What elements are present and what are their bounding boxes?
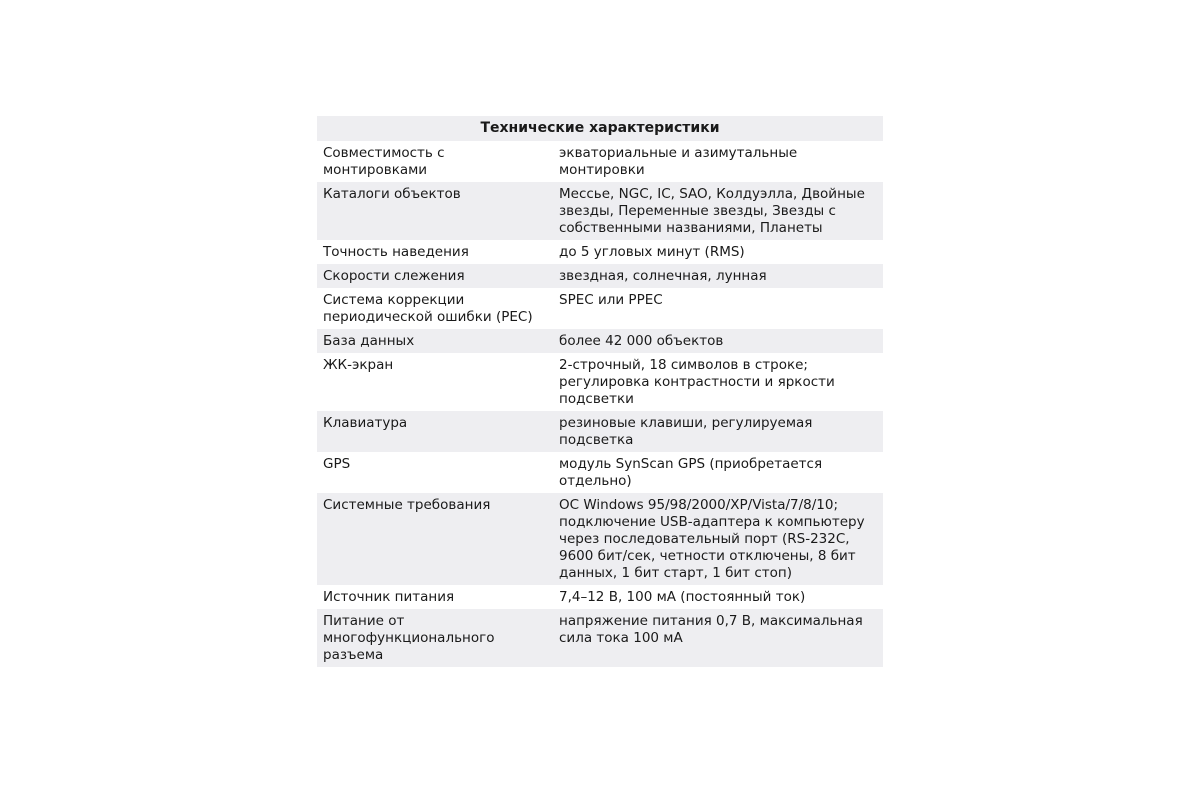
row-value: Мессье, NGC, IC, SAO, Колдуэлла, Двойные звезды, Переменные звезды, Звезды с собственными названиями, Планеты [553, 182, 883, 240]
row-value: ОС Windows 95/98/2000/XP/Vista/7/8/10; подключение USB-адаптера к компьютеру через последовательный порт (RS-232C, 9600 бит/сек, четности отключены, 8 бит данных, 1 бит старт, 1 бит стоп) [553, 493, 883, 585]
table-row [317, 585, 883, 609]
row-value: SPEC или PPEC [553, 288, 883, 329]
table-row [317, 452, 883, 493]
table-header-row [317, 116, 883, 141]
table-row [317, 493, 883, 585]
row-label: Питание от многофункционального разъема [317, 609, 553, 667]
row-value: 7,4–12 В, 100 мА (постоянный ток) [553, 585, 883, 609]
spec-table [317, 116, 883, 667]
row-label: Скорости слежения [317, 264, 553, 288]
table-row [317, 353, 883, 411]
row-label: Клавиатура [317, 411, 553, 452]
row-label: Система коррекции периодической ошибки (PEC) [317, 288, 553, 329]
row-value: экваториальные и азимутальные монтировки [553, 141, 883, 182]
table-row [317, 288, 883, 329]
table-row [317, 240, 883, 264]
row-label: Совместимость с монтировками [317, 141, 553, 182]
row-label: Точность наведения [317, 240, 553, 264]
table-row [317, 329, 883, 353]
row-label: GPS [317, 452, 553, 493]
row-label: База данных [317, 329, 553, 353]
row-value: модуль SynScan GPS (приобретается отдельно) [553, 452, 883, 493]
table-row [317, 141, 883, 182]
row-value: 2-строчный, 18 символов в строке; регулировка контрастности и яркости подсветки [553, 353, 883, 411]
row-label: Источник питания [317, 585, 553, 609]
table-row [317, 609, 883, 667]
table-row [317, 182, 883, 240]
row-value: до 5 угловых минут (RMS) [553, 240, 883, 264]
row-value: резиновые клавиши, регулируемая подсветка [553, 411, 883, 452]
row-label: Системные требования [317, 493, 553, 585]
table-row [317, 411, 883, 452]
row-label: Каталоги объектов [317, 182, 553, 240]
table-title: Технические характеристики [317, 116, 883, 141]
row-value: звездная, солнечная, лунная [553, 264, 883, 288]
table-row [317, 264, 883, 288]
row-value: более 42 000 объектов [553, 329, 883, 353]
row-value: напряжение питания 0,7 В, максимальная сила тока 100 мА [553, 609, 883, 667]
row-label: ЖК-экран [317, 353, 553, 411]
